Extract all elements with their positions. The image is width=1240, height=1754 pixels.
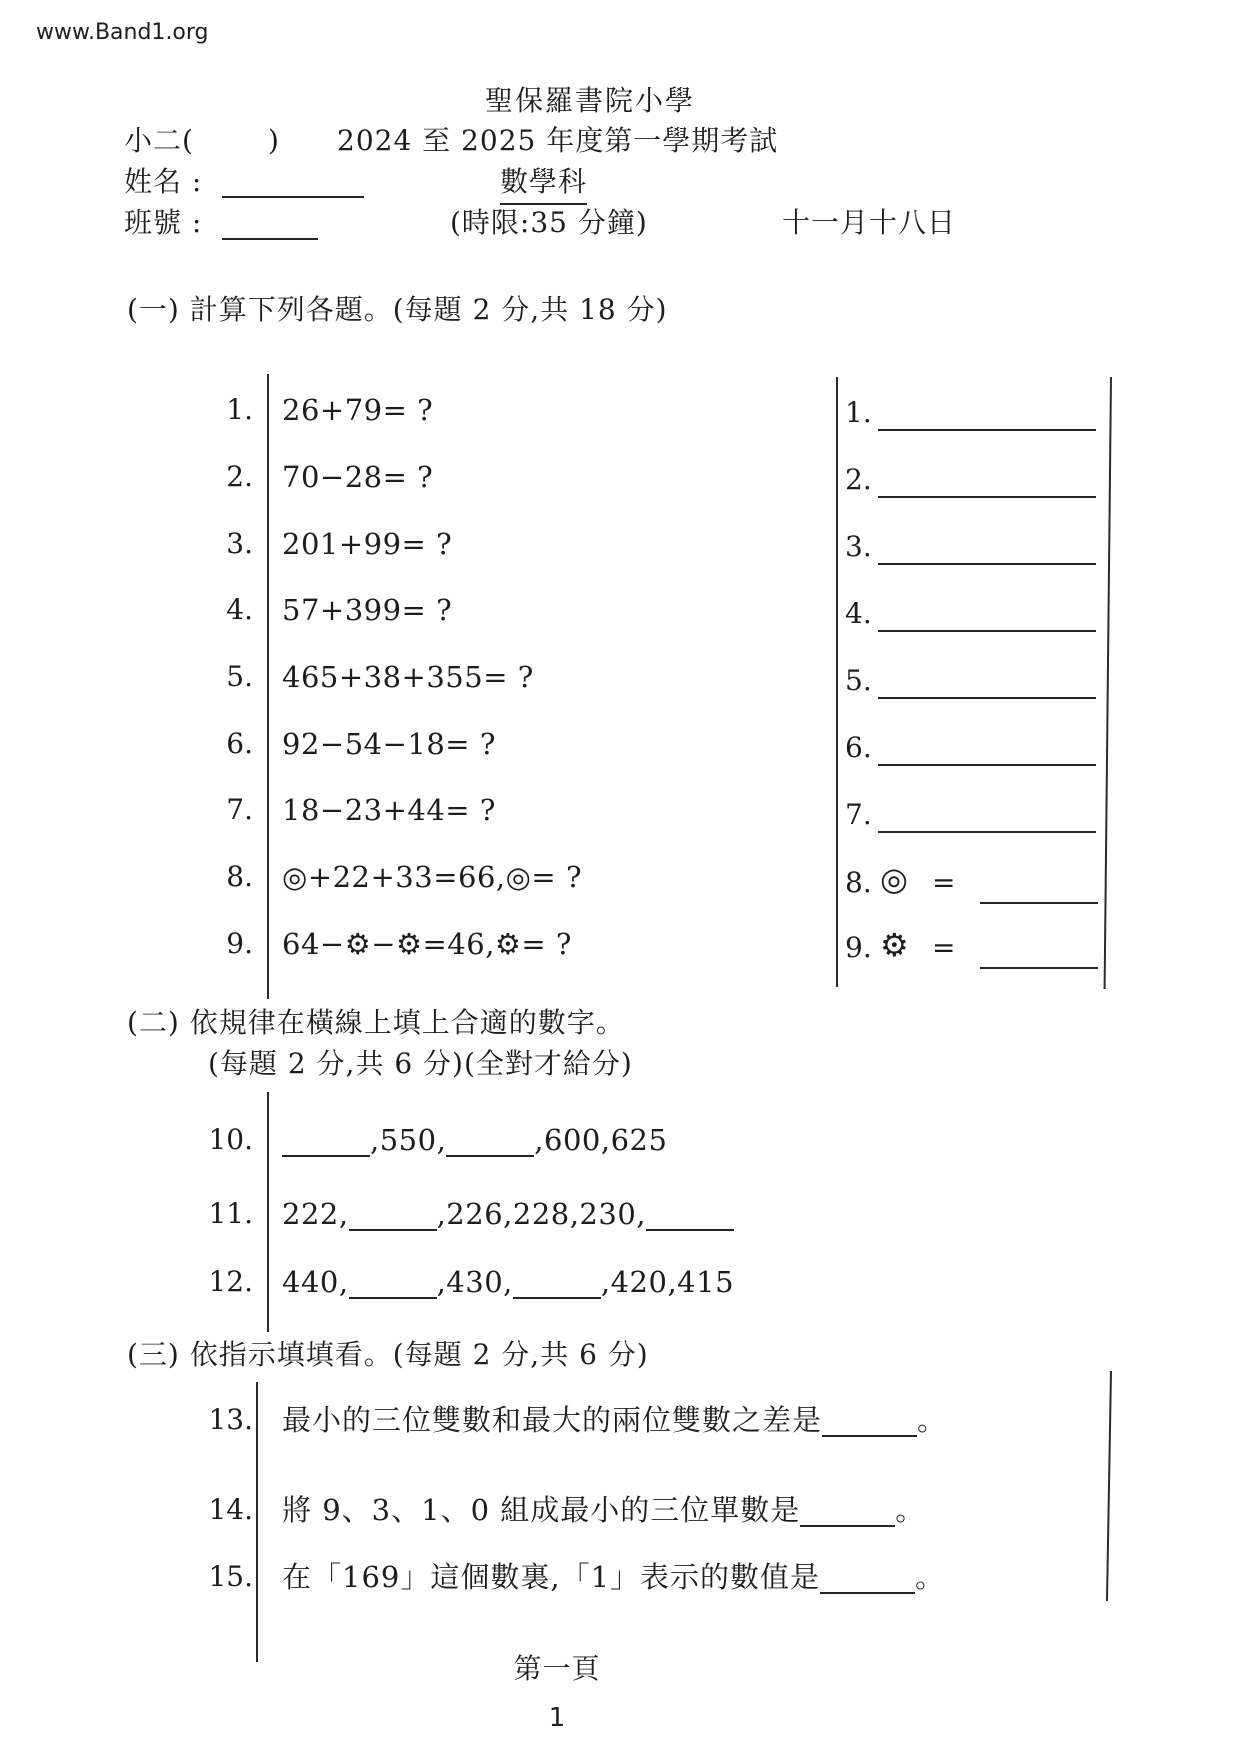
- answer-blank-line: [878, 697, 1096, 699]
- section2-subheading: (每題 2 分,共 6 分)(全對才給分): [208, 1047, 633, 1080]
- problem-number: 14.: [208, 1493, 253, 1526]
- class-suffix: ): [268, 124, 280, 157]
- period: 。: [895, 1493, 926, 1527]
- answer-number: 9.: [845, 931, 872, 964]
- class-number-label: 班號 :: [124, 206, 203, 239]
- problem-text: 64−⚙−⚙=46,⚙= ?: [282, 927, 572, 961]
- problem-text: 57+399= ?: [282, 593, 453, 627]
- problem-text: 70−28= ?: [282, 460, 434, 494]
- answer-number: 7.: [845, 798, 872, 831]
- fill-blank-line: [349, 1281, 437, 1299]
- answer-blank-line: [980, 967, 1098, 969]
- subject-title: 數學科: [500, 163, 587, 205]
- problem-text: 在「169」這個數裏,「1」表示的數值是: [282, 1560, 821, 1594]
- equals-sign: =: [932, 931, 956, 964]
- section3-divider-line: [256, 1382, 258, 1662]
- problem-text: 18−23+44= ?: [282, 793, 496, 827]
- problem-number: 3.: [226, 527, 253, 560]
- problem-text: 92−54−18= ?: [282, 727, 496, 761]
- sequence-text: ,430,: [436, 1265, 513, 1299]
- name-blank-line: [222, 196, 364, 198]
- problem-text: 最小的三位雙數和最大的兩位雙數之差是: [282, 1403, 823, 1437]
- answer-number: 6.: [845, 731, 872, 764]
- problem-number: 2.: [226, 460, 253, 493]
- answer-blank-line: [878, 764, 1096, 766]
- fill-blank-line: [446, 1139, 534, 1157]
- answer-blank-line: [878, 496, 1096, 498]
- problem-text: 465+38+355= ?: [282, 660, 534, 694]
- problem-number: 5.: [226, 660, 253, 693]
- watermark-url: www.Band1.org: [36, 20, 209, 45]
- problem-number: 10.: [208, 1123, 253, 1156]
- school-title: 聖保羅書院小學: [484, 84, 695, 117]
- equals-sign: =: [932, 866, 956, 899]
- answer-number: 4.: [845, 597, 872, 630]
- footer-page-number: 1: [548, 1703, 566, 1733]
- fill-blank-line: [646, 1213, 734, 1231]
- problem-number: 15.: [208, 1560, 253, 1593]
- problem-text: 26+79= ?: [282, 393, 434, 427]
- fill-in-problem: [282, 1490, 925, 1530]
- exam-title: 2024 至 2025 年度第一學期考試: [337, 124, 779, 157]
- sequence-text: 440,: [282, 1265, 349, 1299]
- answer-blank-line: [878, 563, 1096, 565]
- problem-number: 12.: [208, 1265, 253, 1298]
- name-label: 姓名 :: [124, 165, 203, 198]
- fill-in-problem: [282, 1400, 947, 1440]
- sequence-text: ,420,415: [600, 1265, 735, 1299]
- answer-blank-line: [878, 831, 1096, 833]
- fill-blank-line: [820, 1576, 915, 1594]
- fill-blank-line: [282, 1139, 370, 1157]
- section2-divider-line: [267, 1092, 269, 1332]
- problem-text: 將 9、3、1、0 組成最小的三位單數是: [282, 1493, 801, 1527]
- section3-right-line: [1106, 1371, 1112, 1601]
- section1-divider-line: [267, 374, 269, 999]
- fill-in-problem: [282, 1557, 945, 1597]
- problem-number: 4.: [226, 593, 253, 626]
- class-number-blank-line: [222, 238, 318, 240]
- answer-number: 8.: [845, 866, 872, 899]
- section1-heading: (一) 計算下列各題。(每題 2 分,共 18 分): [127, 293, 668, 326]
- sequence-text: 222,: [282, 1197, 349, 1231]
- problem-number: 7.: [226, 793, 253, 826]
- double-circle-symbol: ◎: [880, 860, 908, 898]
- gear-symbol: ⚙: [880, 926, 909, 964]
- answer-box-right-line: [1104, 377, 1112, 989]
- footer-page-label: 第一頁: [513, 1652, 601, 1685]
- answer-number: 5.: [845, 664, 872, 697]
- problem-number: 9.: [226, 927, 253, 960]
- sequence-text: ,226,228,230,: [436, 1197, 647, 1231]
- answer-blank-line: [980, 902, 1098, 904]
- answer-blank-line: [878, 630, 1096, 632]
- fill-blank-line: [349, 1213, 437, 1231]
- answer-number: 1.: [845, 396, 872, 429]
- time-limit: (時限:35 分鐘): [450, 206, 648, 239]
- problem-text: ◎+22+33=66,◎= ?: [282, 860, 582, 894]
- section3-heading: (三) 依指示填填看。(每題 2 分,共 6 分): [127, 1338, 649, 1371]
- problem-number: 6.: [226, 727, 253, 760]
- answer-number: 2.: [845, 463, 872, 496]
- fill-blank-line: [513, 1281, 601, 1299]
- fill-blank-line: [800, 1509, 895, 1527]
- period: 。: [915, 1560, 946, 1594]
- problem-text: 201+99= ?: [282, 527, 453, 561]
- answer-box-left-line: [836, 377, 838, 987]
- sequence-row: [282, 1194, 734, 1234]
- sequence-row: [282, 1262, 734, 1302]
- period: 。: [917, 1403, 948, 1437]
- answer-blank-line: [878, 429, 1096, 431]
- answer-number: 3.: [845, 530, 872, 563]
- problem-number: 13.: [208, 1403, 253, 1436]
- fill-blank-line: [822, 1419, 917, 1437]
- sequence-text: ,550,: [370, 1123, 447, 1157]
- class-prefix: 小二(: [124, 124, 194, 157]
- sequence-text: ,600,625: [534, 1123, 668, 1157]
- sequence-row: [282, 1120, 667, 1160]
- section2-heading: (二) 依規律在橫線上填上合適的數字。: [127, 1006, 625, 1039]
- problem-number: 8.: [226, 860, 253, 893]
- problem-number: 11.: [208, 1197, 253, 1230]
- problem-number: 1.: [226, 393, 253, 426]
- exam-date: 十一月十八日: [782, 206, 957, 239]
